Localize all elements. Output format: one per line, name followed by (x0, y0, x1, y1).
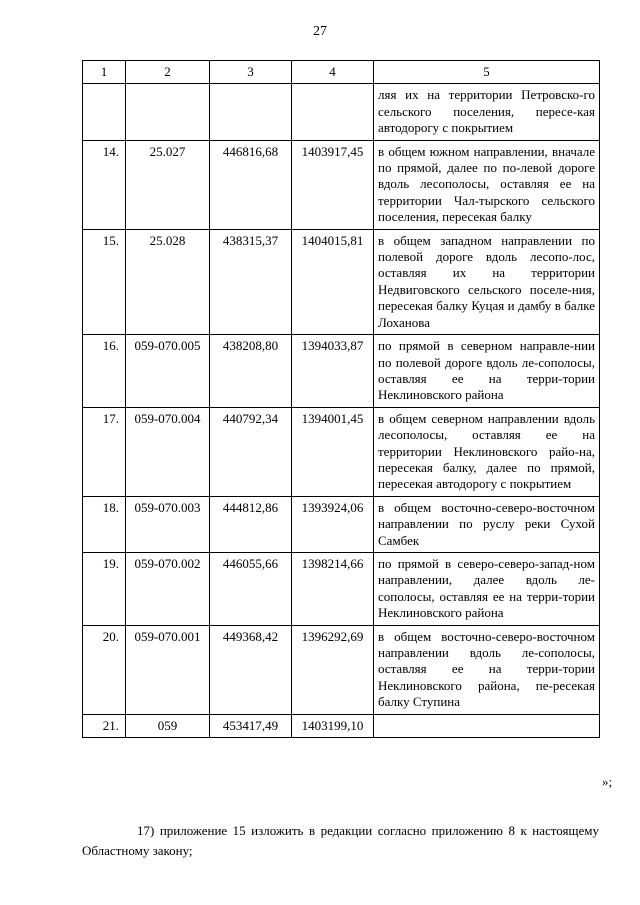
closing-quote: »; (602, 774, 613, 789)
table-row (83, 407, 600, 496)
table-row (83, 140, 600, 229)
coord-y (292, 84, 374, 140)
row-number (83, 84, 126, 140)
coordinates-table (82, 60, 600, 738)
coord-y: 1394033,87 (292, 335, 374, 408)
point-code: 059-070.005 (126, 335, 210, 408)
boundary-description: ляя их на территории Петровско-го сельского поселения, пересе-кая автодорогу с покрытием (374, 84, 600, 140)
boundary-description: в общем северном направлении вдоль лесополосы, оставляя ее на территории Неклиновского райо-на, пересекая балку, далее по прямой, пересекая автодорогу с покрытием (374, 407, 600, 496)
header-cell: 1 (83, 61, 126, 84)
row-number: 18. (83, 496, 126, 552)
coord-y: 1404015,81 (292, 229, 374, 334)
table-header-row (83, 61, 600, 84)
point-code: 059 (126, 714, 210, 737)
boundary-description: по прямой в северо-северо-запад-ном направлении, далее вдоль ле-сополосы, оставляя ее на терри-тории Неклиновского района (374, 552, 600, 625)
point-code: 059-070.004 (126, 407, 210, 496)
row-number: 20. (83, 625, 126, 714)
row-number: 15. (83, 229, 126, 334)
coord-x: 438315,37 (210, 229, 292, 334)
point-code: 25.028 (126, 229, 210, 334)
boundary-description: в общем западном направлении по полевой дороге вдоль лесопо-лос, оставляя их на территории Недвиговского сельского поселе-ния, пересекая балку Куцая и дамбу в балке Лоханова (374, 229, 600, 334)
coord-x: 440792,34 (210, 407, 292, 496)
table-row (83, 335, 600, 408)
point-code: 059-070.002 (126, 552, 210, 625)
table-row (83, 552, 600, 625)
boundary-description: в общем восточно-северо-восточном направлении по руслу реки Сухой Самбек (374, 496, 600, 552)
coord-x: 453417,49 (210, 714, 292, 737)
page-number: 27 (313, 24, 327, 39)
coord-y: 1403917,45 (292, 140, 374, 229)
boundary-description: в общем восточно-северо-восточном направлении вдоль ле-сополосы, оставляя ее на терри-тории Неклиновского района, пе-ресекая балку Ступина (374, 625, 600, 714)
table-row (83, 84, 600, 140)
table-row (83, 229, 600, 334)
boundary-description: по прямой в северном направле-нии по полевой дороге вдоль ле-сополосы, оставляя ее на терри-тории Неклиновского района (374, 335, 600, 408)
coord-y: 1393924,06 (292, 496, 374, 552)
header-cell: 5 (374, 61, 600, 84)
coord-x: 446055,66 (210, 552, 292, 625)
point-code: 25.027 (126, 140, 210, 229)
coord-y: 1403199,10 (292, 714, 374, 737)
header-cell: 2 (126, 61, 210, 84)
row-number: 19. (83, 552, 126, 625)
coord-x: 444812,86 (210, 496, 292, 552)
coord-x: 446816,68 (210, 140, 292, 229)
coord-y: 1398214,66 (292, 552, 374, 625)
boundary-description: в общем южном направлении, вначале по прямой, далее по по-левой дороге вдоль лесополосы, оставляя ее на территории Чал-тырского сельского поселения, пересекая балку (374, 140, 600, 229)
amendment-paragraph (82, 821, 599, 861)
header-cell: 4 (292, 61, 374, 84)
row-number: 21. (83, 714, 126, 737)
boundary-description (374, 714, 600, 737)
table-row (83, 625, 600, 714)
row-number: 17. (83, 407, 126, 496)
row-number: 14. (83, 140, 126, 229)
coord-x: 438208,80 (210, 335, 292, 408)
table-row (83, 496, 600, 552)
coord-y: 1394001,45 (292, 407, 374, 496)
header-cell: 3 (210, 61, 292, 84)
point-code (126, 84, 210, 140)
point-code: 059-070.001 (126, 625, 210, 714)
coord-x (210, 84, 292, 140)
coord-y: 1396292,69 (292, 625, 374, 714)
point-code: 059-070.003 (126, 496, 210, 552)
row-number: 16. (83, 335, 126, 408)
amendment-text: 17) приложение 15 изложить в редакции согласно приложению 8 к настоящему Областному закону; (82, 823, 599, 858)
table-row (83, 714, 600, 737)
coord-x: 449368,42 (210, 625, 292, 714)
